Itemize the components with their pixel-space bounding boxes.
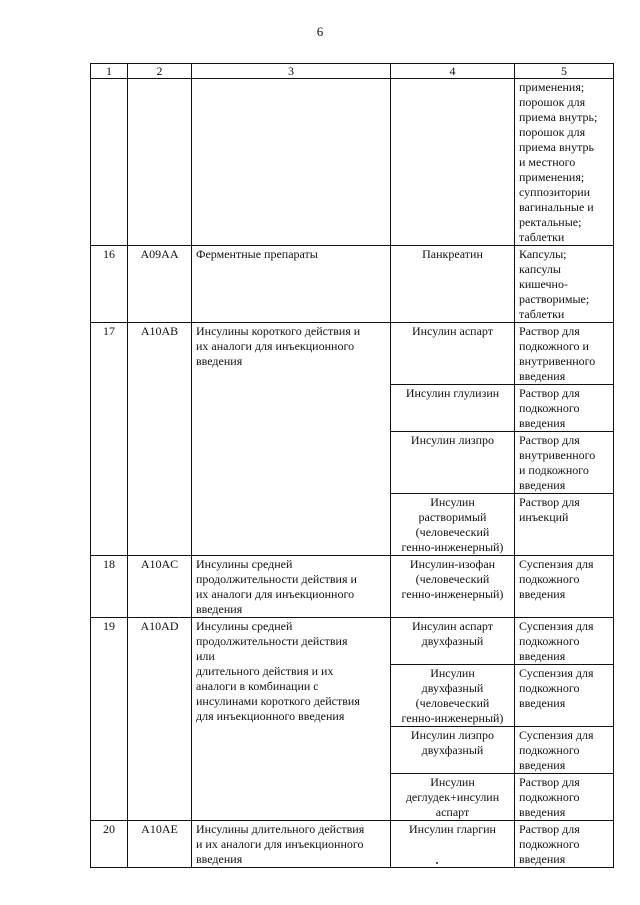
cell-form: применения; порошок для приема внутрь; порошок для приема внутрь и местного применения; суппозитории вагинальные и ректальные; таблетки [515,79,614,246]
header-col-4: 4 [391,64,515,79]
cell-num: 16 [91,246,128,323]
cell-code: A09AA [128,246,192,323]
cell-form: Раствор для инъекций [515,494,614,556]
cell-drug: Инсулин лизпро [391,432,515,494]
cell-form: Раствор для подкожного введения [515,385,614,432]
cell-form: Раствор для подкожного введения [515,821,614,868]
cell-drug: Инсулин глулизин [391,385,515,432]
cell-num: 17 [91,323,128,556]
cell-code: A10AC [128,556,192,618]
cell-code: A10AB [128,323,192,556]
cell-group: Инсулины средней продолжительности действия и их аналоги для инъекционного введения [192,556,391,618]
cell-form: Суспензия для подкожного введения [515,727,614,774]
cell-code [128,79,192,246]
cell-num: 18 [91,556,128,618]
cell-drug: Инсулин гларгин [391,821,515,868]
cell-num [91,79,128,246]
table-row-continuation [91,79,614,246]
cell-group: Инсулины длительного действия и их аналоги для инъекционного введения [192,821,391,868]
cell-num: 20 [91,821,128,868]
page-number: 6 [316,24,324,39]
cell-drug: Инсулин аспарт двухфазный [391,618,515,665]
header-col-5: 5 [515,64,614,79]
cell-group: Инсулины короткого действия и их аналоги для инъекционного введения [192,323,391,556]
table-row-18 [91,556,614,618]
cell-code: A10AE [128,821,192,868]
cell-drug: Инсулин-изофан (человеческий генно-инженерный) [391,556,515,618]
cell-drug [391,79,515,246]
cell-form: Раствор для внутривенного и подкожного введения [515,432,614,494]
header-col-3: 3 [192,64,391,79]
cell-form: Капсулы; капсулы кишечно- растворимые; таблетки [515,246,614,323]
table-row-19 [91,618,614,665]
cell-group: Ферментные препараты [192,246,391,323]
cell-drug: Инсулин двухфазный (человеческий генно-инженерный) [391,665,515,727]
cell-group: Инсулины средней продолжительности действия или длительного действия и их аналоги в комбинации с инсулинами короткого действия для инъекционного введения [192,618,391,821]
cell-num: 19 [91,618,128,821]
header-col-1: 1 [91,64,128,79]
cell-drug: Инсулин лизпро двухфазный [391,727,515,774]
cell-form: Суспензия для подкожного введения [515,618,614,665]
header-col-2: 2 [128,64,192,79]
cell-form: Суспензия для подкожного введения [515,556,614,618]
table-row-20 [91,821,614,868]
cell-code: A10AD [128,618,192,821]
scan-speck [436,862,438,864]
cell-group [192,79,391,246]
table-row-17 [91,323,614,385]
cell-form: Суспензия для подкожного введения [515,665,614,727]
cell-form: Раствор для подкожного введения [515,774,614,821]
cell-drug: Панкреатин [391,246,515,323]
drug-table [90,63,614,868]
table-row-16 [91,246,614,323]
header-row [91,64,614,79]
cell-drug: Инсулин растворимый (человеческий генно-инженерный) [391,494,515,556]
cell-form: Раствор для подкожного и внутривенного введения [515,323,614,385]
cell-drug: Инсулин деглудек+инсулин аспарт [391,774,515,821]
cell-drug: Инсулин аспарт [391,323,515,385]
